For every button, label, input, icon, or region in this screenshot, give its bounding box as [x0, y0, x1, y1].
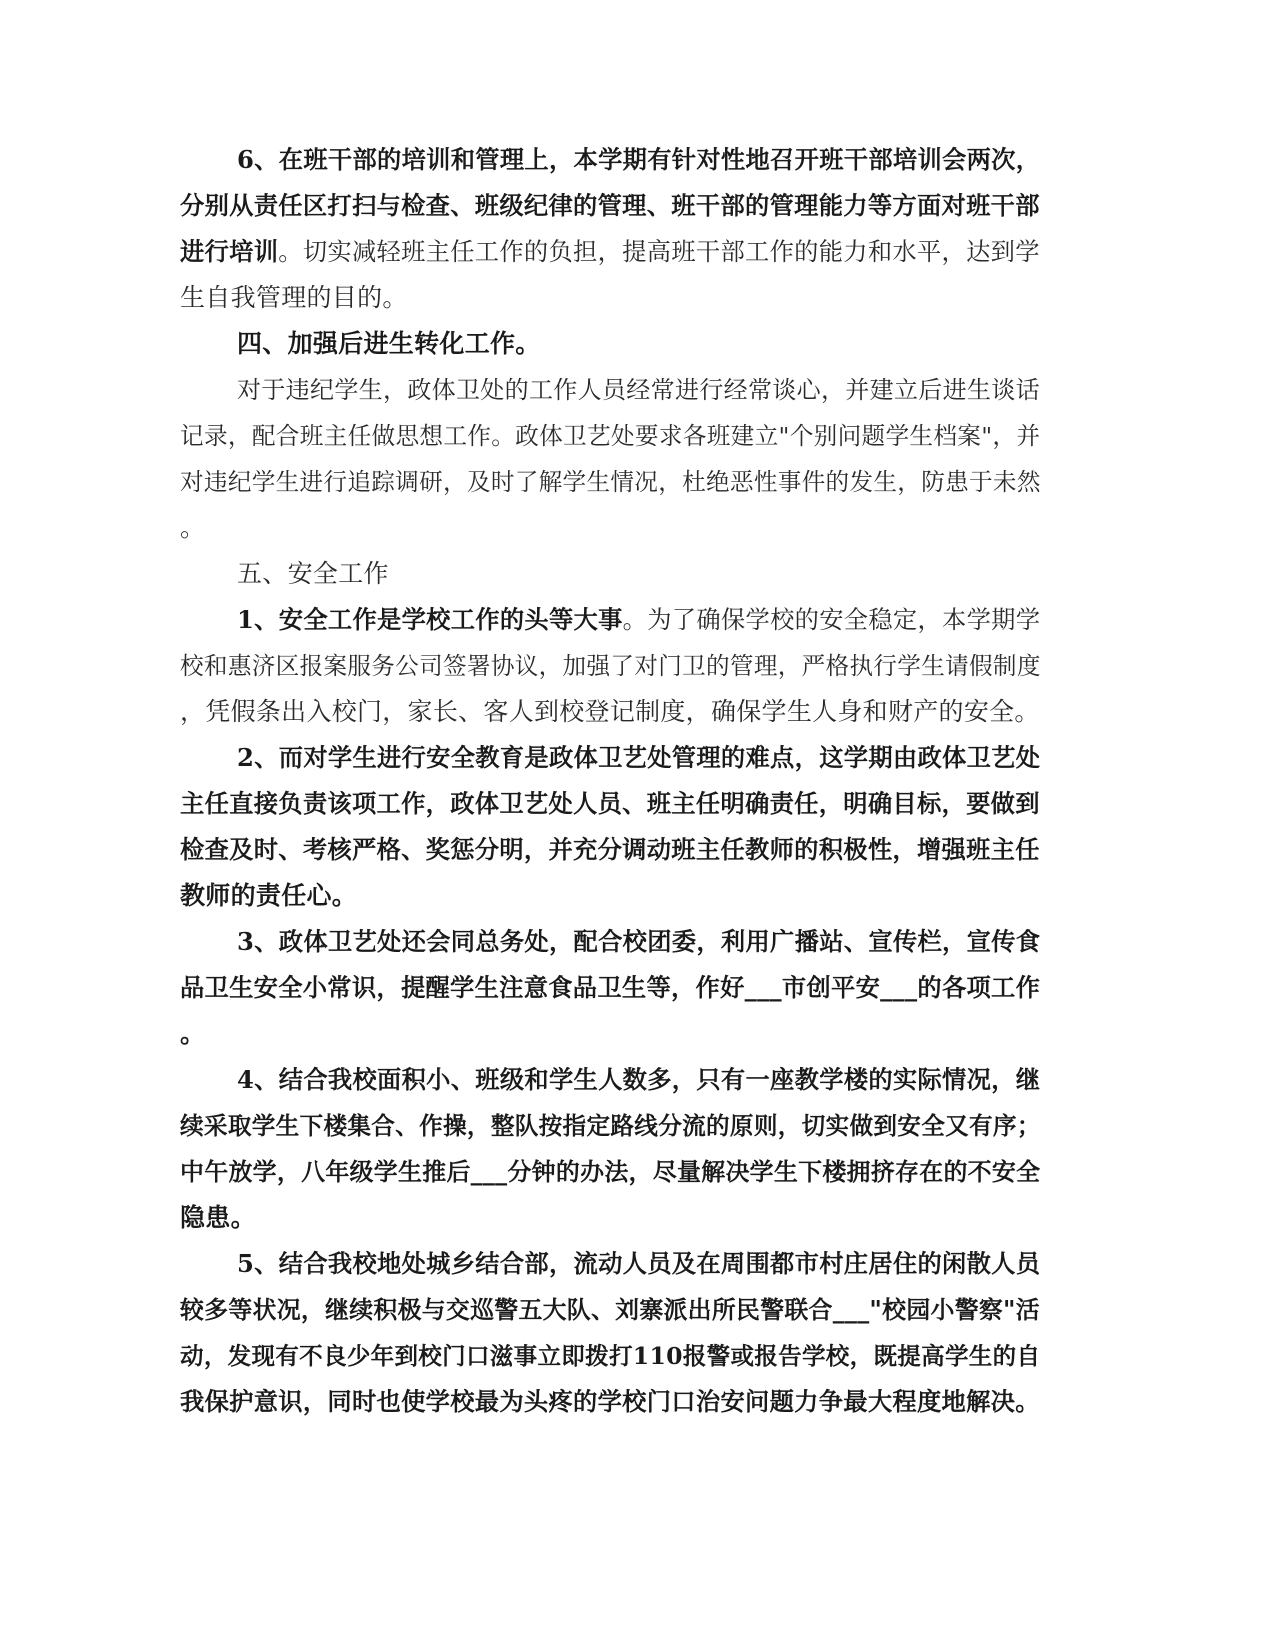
paragraph-line [0, 280, 1275, 316]
paragraph-line [0, 832, 1275, 868]
paragraph-line [0, 878, 1275, 914]
paragraph-line [0, 464, 1275, 500]
line-text: 教师的责任心。 [180, 881, 358, 910]
paragraph-line [0, 786, 1275, 822]
paragraph-line [0, 1016, 1275, 1052]
line-text: 较多等状况，继续积极与交巡警五大队、刘寨派出所民警联合___"校园小警察"活 [180, 1296, 1040, 1324]
paragraph-line [0, 510, 1275, 546]
line-text: 分别从责任区打扫与检查、班级纪律的管理、班干部的管理能力等方面对班干部 [180, 191, 1040, 220]
paragraph-line [0, 1200, 1275, 1236]
line-text: 4、结合我校面积小、班级和学生人数多，只有一座教学楼的实际情况，继 [237, 1065, 1041, 1094]
paragraph-line [0, 188, 1275, 224]
line-text: 5、结合我校地处城乡结合部，流动人员及在周围都市村庄居住的闲散人员 [237, 1249, 1041, 1278]
section-heading [0, 326, 1275, 362]
line-text: 对于违纪学生，政体卫处的工作人员经常进行经常谈心，并建立后进生谈话 [237, 376, 1040, 404]
line-text: 五、安全工作 [237, 559, 389, 588]
line-text: 1、安全工作是学校工作的头等大事 [237, 605, 623, 634]
paragraph-line [0, 234, 1275, 270]
paragraph-line [0, 1062, 1275, 1098]
line-text: 记录，配合班主任做思想工作。政体卫艺处要求各班建立"个别问题学生档案"，并 [180, 422, 1041, 450]
line-text: 我保护意识，同时也使学校最为头疼的学校门口治安问题力争最大程度地解决。 [180, 1387, 1040, 1416]
line-text: 主任直接负责该项工作，政体卫艺处人员、班主任明确责任，明确目标，要做到 [180, 789, 1040, 818]
line-text: ，凭假条出入校门，家长、客人到校登记制度，确保学生人身和财产的安全。 [180, 697, 1040, 726]
paragraph-line [0, 1384, 1275, 1420]
line-text: 生自我管理的目的。 [180, 283, 408, 312]
paragraph-line [0, 1338, 1275, 1374]
paragraph-line [0, 602, 1275, 638]
line-text: 。切实减轻班主任工作的负担，提高班干部工作的能力和水平，达到学 [278, 237, 1040, 266]
line-text: 对违纪学生进行追踪调研，及时了解学生情况，杜绝恶性事件的发生，防患于未然 [180, 468, 1041, 496]
line-text: 3、政体卫艺处还会同总务处，配合校团委，利用广播站、宣传栏，宣传食 [237, 927, 1041, 956]
line-text: 。 [180, 513, 206, 542]
line-text: 品卫生安全小常识，提醒学生注意食品卫生等，作好___市创平安___的各项工作 [180, 973, 1041, 1002]
paragraph-line [0, 924, 1275, 960]
line-text: 校和惠济区报案服务公司签署协议，加强了对门卫的管理，严格执行学生请假制度 [180, 652, 1041, 680]
line-text: 中午放学，八年级学生推后___分钟的办法，尽量解决学生下楼拥挤存在的不安全 [180, 1158, 1041, 1186]
line-text: 。 [180, 1019, 206, 1048]
paragraph-line [0, 1108, 1275, 1144]
paragraph-line [0, 372, 1275, 408]
line-text: 2、而对学生进行安全教育是政体卫艺处管理的难点，这学期由政体卫艺处 [237, 743, 1041, 772]
line-text: 隐患。 [180, 1203, 256, 1232]
paragraph-line [0, 740, 1275, 776]
paragraph-line [0, 1154, 1275, 1190]
line-text: 四、加强后进生转化工作。 [237, 329, 541, 358]
line-text: 动，发现有不良少年到校门口滋事立即拨打110报警或报告学校，既提高学生的自 [180, 1342, 1041, 1370]
line-text: 。为了确保学校的安全稳定，本学期学 [622, 605, 1041, 634]
paragraph-line [0, 648, 1275, 684]
paragraph-line [0, 1246, 1275, 1282]
paragraph-line [0, 970, 1275, 1006]
line-text: 进行培训 [180, 237, 279, 266]
paragraph-line [0, 1292, 1275, 1328]
line-text: 检查及时、考核严格、奖惩分明，并充分调动班主任教师的积极性，增强班主任 [180, 835, 1040, 864]
section-heading [0, 556, 1275, 592]
line-text: 6、在班干部的培训和管理上，本学期有针对性地召开班干部培训会两次， [237, 145, 1041, 174]
line-text: 续采取学生下楼集合、作操，整队按指定路线分流的原则，切实做到安全又有序； [180, 1112, 1041, 1140]
paragraph-line [0, 142, 1275, 178]
paragraph-line [0, 418, 1275, 454]
paragraph-line [0, 694, 1275, 730]
